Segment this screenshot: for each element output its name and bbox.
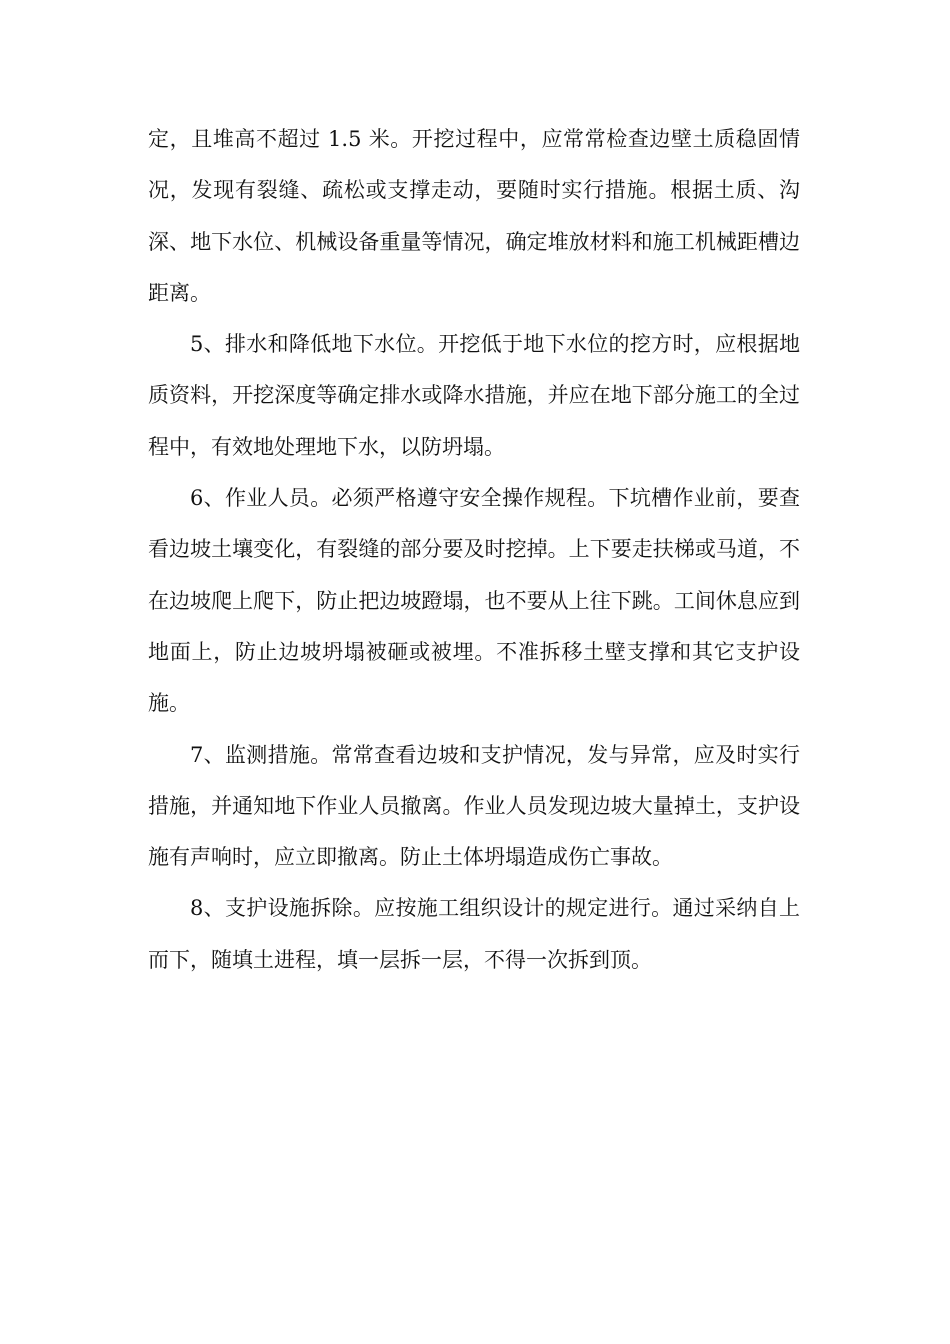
document-body (148, 114, 800, 986)
paragraph-workers: 6、作业人员。必须严格遵守安全操作规程。下坑槽作业前，要查看边坡土壤变化，有裂缝的部分要及时挖掉。上下要走扶梯或马道，不在边坡爬上爬下，防止把边坡蹬塌，也不要从上往下跳。工间休息应到地面上，防止边坡坍塌被砸或被埋。不准拆移土壁支撑和其它支护设施。 (148, 486, 800, 716)
paragraph-continuation: 定，且堆高不超过 1.5 米。开挖过程中，应常常检查边壁土质稳固情况，发现有裂缝、疏松或支撑走动，要随时实行措施。根据土质、沟深、地下水位、机械设备重量等情况，确定堆放材料和施工机械距槽边距离。 (148, 127, 800, 305)
paragraph-drainage: 5、排水和降低地下水位。开挖低于地下水位的挖方时，应根据地质资料，开挖深度等确定排水或降水措施，并应在地下部分施工的全过程中，有效地处理地下水，以防坍塌。 (148, 332, 800, 459)
paragraph-monitoring: 7、监测措施。常常查看边坡和支护情况，发与异常，应及时实行措施，并通知地下作业人员撤离。作业人员发现边坡大量掉土，支护设施有声响时，应立即撤离。防止土体坍塌造成伤亡事故。 (148, 742, 800, 870)
paragraph-support-removal: 8、支护设施拆除。应按施工组织设计的规定进行。通过采纳自上而下，随填土进程，填一层拆一层，不得一次拆到顶。 (148, 896, 800, 972)
